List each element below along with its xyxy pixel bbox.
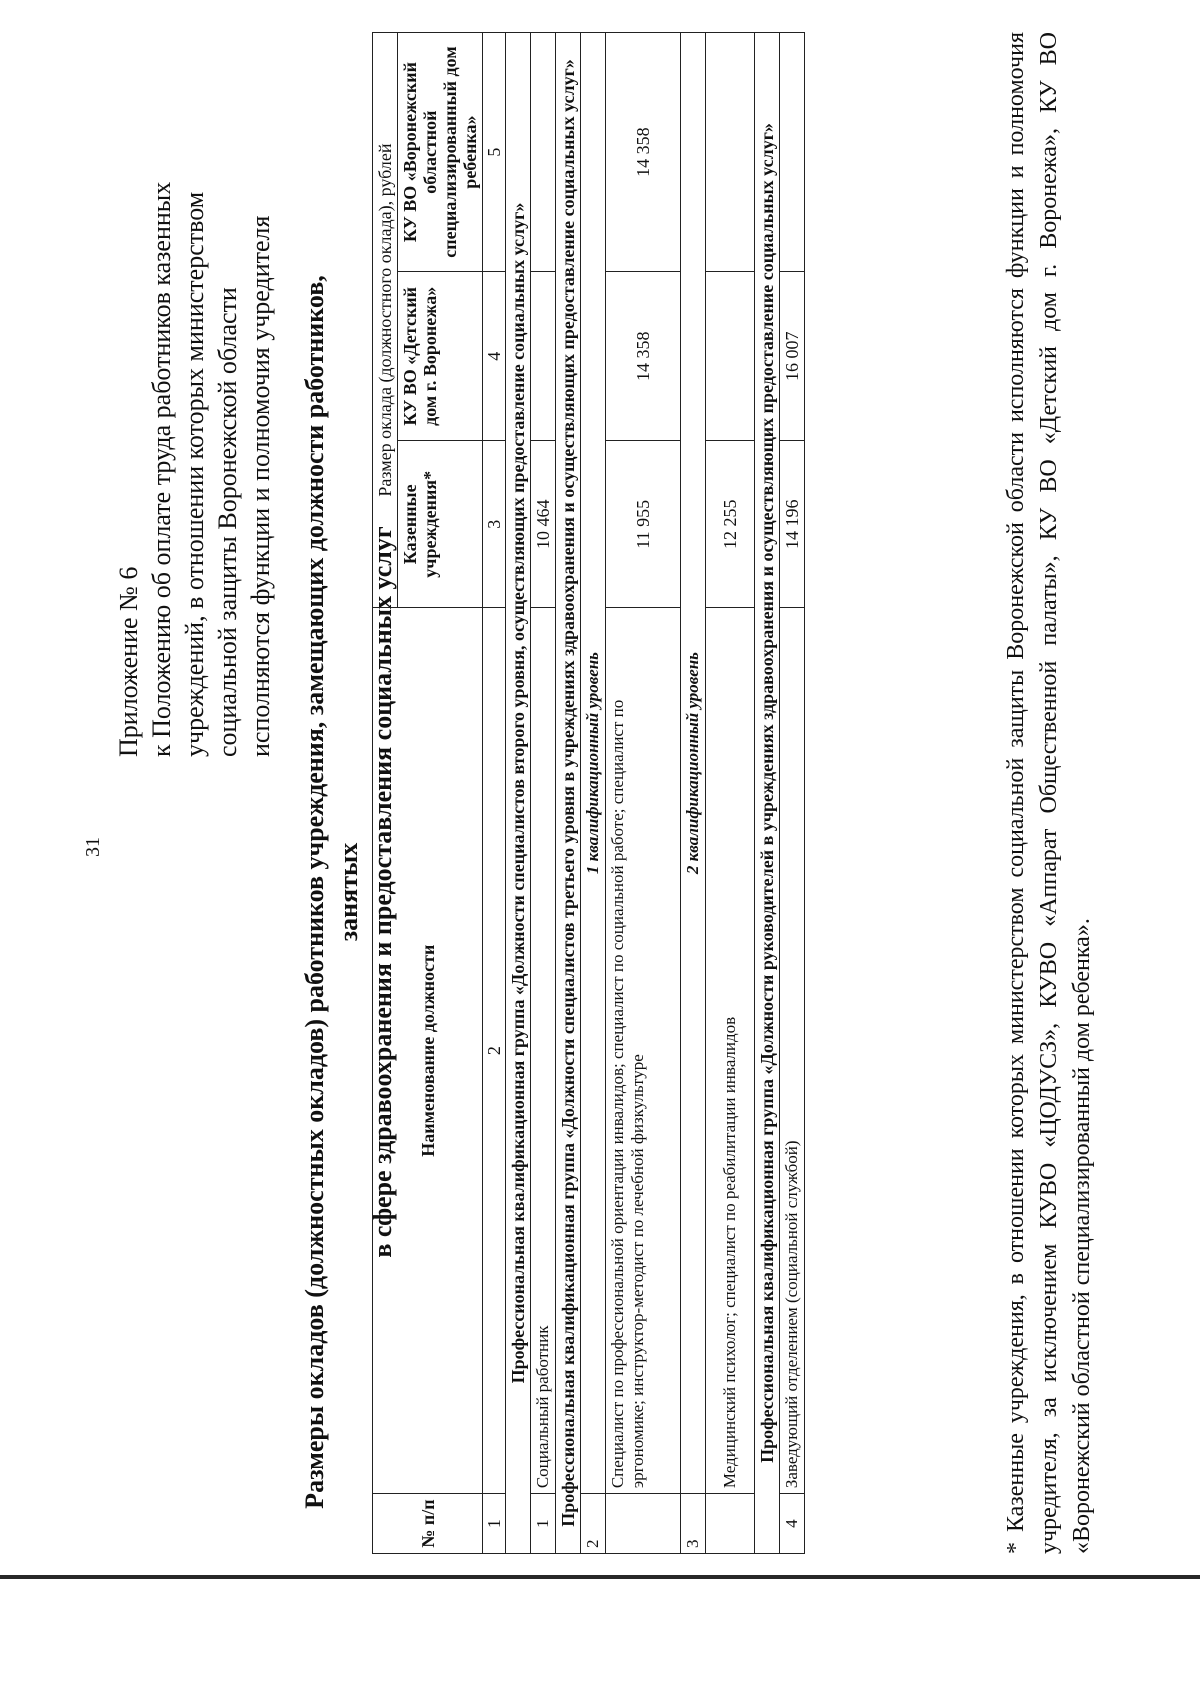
salary-value xyxy=(706,272,755,441)
row-number: 4 xyxy=(780,1494,805,1554)
salary-value: 14 358 xyxy=(606,33,681,272)
table-row xyxy=(706,33,755,1554)
salary-table xyxy=(372,32,805,1554)
appendix-line-1: Приложение № 6 xyxy=(114,566,143,757)
row-number: 2 xyxy=(581,1494,606,1554)
scan-edge-line xyxy=(0,1575,1200,1579)
column-index-row xyxy=(483,33,506,1554)
salary-value: 12 255 xyxy=(706,441,755,608)
index-cell: 3 xyxy=(483,441,506,608)
salary-value: 14 196 xyxy=(780,441,805,608)
header-state-institutions: Казенные учреждения* xyxy=(398,441,483,608)
group-heading: Профессиональная квалификационная группа «Должности специалистов третьего уровня в учреждениях здравоохранения и осуществляющих предоставление социальных услуг» xyxy=(556,33,581,1554)
qualification-level: 2 квалификационный уровень xyxy=(681,33,706,1494)
header-orphanage: КУ ВО «Детский дом г. Воронежа» xyxy=(398,272,483,441)
header-baby-home: КУ ВО «Воронежский областной специализированный дом ребенка» xyxy=(398,33,483,272)
salary-value xyxy=(706,33,755,272)
appendix-line-3: учреждений, в отношении которых министерством xyxy=(180,191,209,757)
group-row-2 xyxy=(556,33,581,1554)
appendix-header xyxy=(112,37,277,757)
appendix-line-2: к Положению об оплате труда работников казенных xyxy=(147,181,176,757)
row-number xyxy=(706,1494,755,1554)
salary-value xyxy=(780,33,805,272)
group-row-3 xyxy=(755,33,780,1554)
header-position-name: Наименование должности xyxy=(373,608,483,1494)
title-line-1: Размеры окладов (должностных окладов) работников учреждения, замещающих должности работников, занятых xyxy=(300,275,363,1509)
position-name: Заведующий отделением (социальной службой) xyxy=(780,608,805,1494)
header-row-1 xyxy=(373,33,398,1554)
salary-value: 16 007 xyxy=(780,272,805,441)
table-row xyxy=(606,33,681,1554)
index-cell: 5 xyxy=(483,33,506,272)
title-line-2: в сфере здравоохранения и предоставления социальных услуг xyxy=(368,526,397,1258)
appendix-line-4: социальной защиты Воронежской области xyxy=(213,287,242,757)
group-row-1 xyxy=(506,33,531,1554)
level-row-1 xyxy=(581,33,606,1554)
position-name: Медицинский психолог; специалист по реабилитации инвалидов xyxy=(706,608,755,1494)
group-heading: Профессиональная квалификационная группа «Должности специалистов второго уровня, осуществляющих предоставление социальных услуг» xyxy=(506,33,531,1554)
index-cell: 4 xyxy=(483,272,506,441)
footnote: * Казенные учреждения, в отношении которых министерством социальной защиты Воронежской области исполняются функции и полномочия учредителя, за исключением КУВО «ЦОДУСЗ», КУВО «Аппарат Общественной палаты», КУ ВО «Детский дом г. Воронежа», КУ ВО «Воронежский областной специализированный дом ребенка». xyxy=(1003,32,1095,1554)
position-name: Специалист по профессиональной ориентации инвалидов; специалист по социальной работе; специалист по эргономике; инструктор-методист по лечебной физкультуре xyxy=(606,608,681,1494)
level-row-2 xyxy=(681,33,706,1554)
salary-value xyxy=(531,33,556,272)
row-number: 1 xyxy=(531,1494,556,1554)
table-row xyxy=(531,33,556,1554)
salary-value xyxy=(531,272,556,441)
salary-value: 10 464 xyxy=(531,441,556,608)
group-heading: Профессиональная квалификационная группа «Должности руководителей в учреждениях здравоохранения и осуществляющих предоставление социальных услуг» xyxy=(755,33,780,1554)
page-number: 31 xyxy=(82,837,104,857)
appendix-line-5: исполняются функции и полномочия учредителя xyxy=(246,215,275,757)
salary-value: 11 955 xyxy=(606,441,681,608)
index-cell: 2 xyxy=(483,608,506,1494)
header-number: № п/п xyxy=(373,1494,483,1554)
row-number xyxy=(606,1494,681,1554)
table-row xyxy=(780,33,805,1554)
header-salary-group: Размер оклада (должностного оклада), рублей xyxy=(373,33,398,608)
qualification-level: 1 квалификационный уровень xyxy=(581,33,606,1494)
salary-value: 14 358 xyxy=(606,272,681,441)
index-cell: 1 xyxy=(483,1494,506,1554)
row-number: 3 xyxy=(681,1494,706,1554)
position-name: Социальный работник xyxy=(531,608,556,1494)
